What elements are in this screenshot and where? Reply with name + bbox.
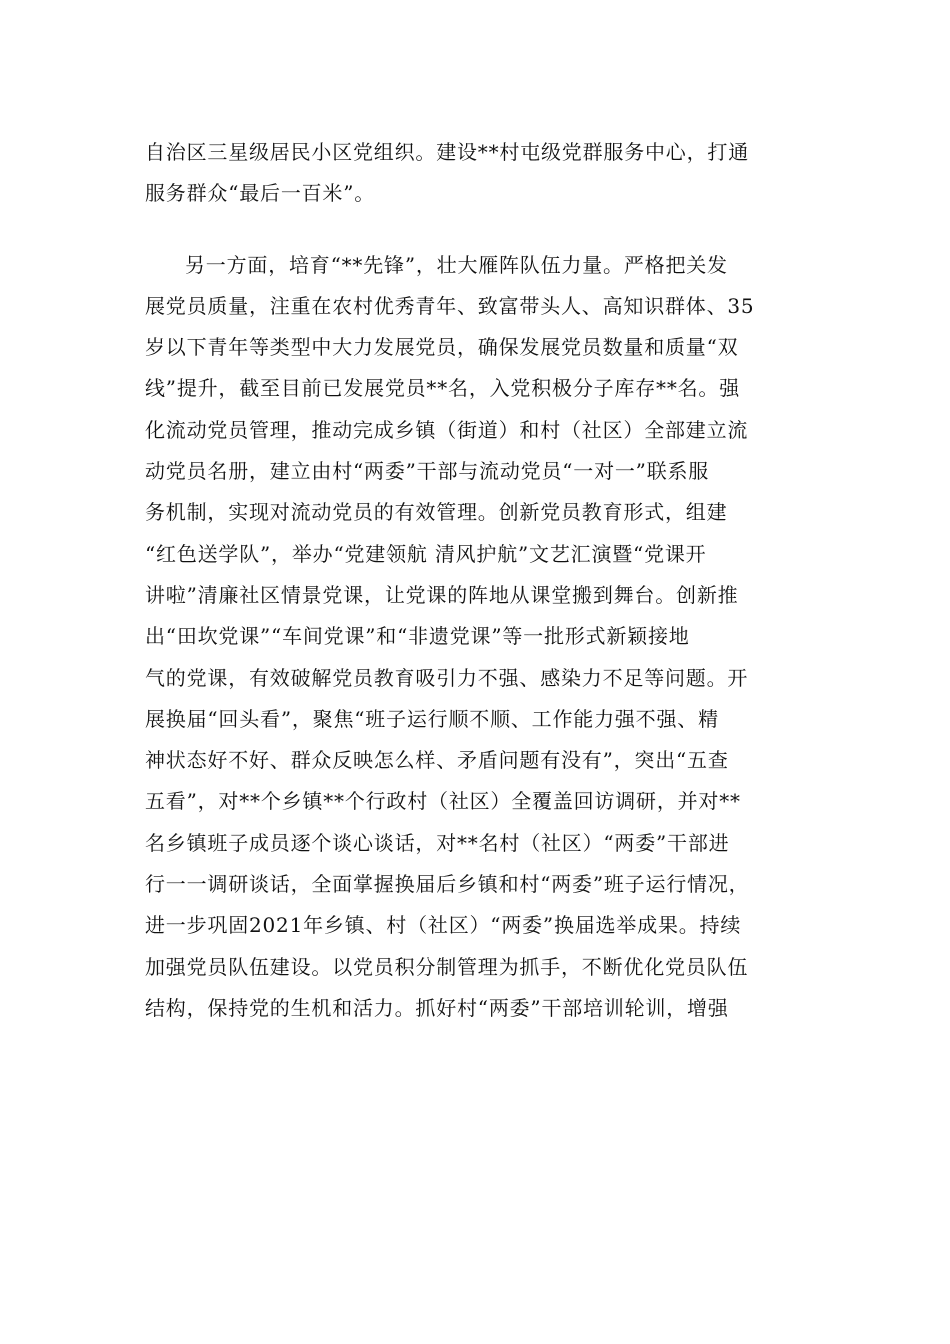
text-line: 名乡镇班子成员逐个谈心谈话，对**名村（社区）“两委”干部进 xyxy=(145,830,730,855)
document-page xyxy=(145,132,805,1029)
text-line: 讲啦”清廉社区情景党课，让党课的阵地从课堂搬到舞台。创新推 xyxy=(145,582,739,607)
text-line: 化流动党员管理，推动完成乡镇（街道）和村（社区）全部建立流 xyxy=(145,417,749,442)
text-line: 岁以下青年等类型中大力发展党员，确保发展党员数量和质量“双 xyxy=(145,335,739,360)
text-line: 神状态好不好、群众反映怎么样、矛盾问题有没有”，突出“五查 xyxy=(145,748,729,773)
text-line: 动党员名册，建立由村“两委”干部与流动党员“一对一”联系服 xyxy=(145,459,710,484)
text-line: 出“田坎党课”“车间党课”和“非遗党课”等一批形式新颖接地 xyxy=(145,624,690,649)
text-line: 加强党员队伍建设。以党员积分制管理为抓手，不断优化党员队伍 xyxy=(145,954,749,979)
text-line: 行一一调研谈话，全面掌握换届后乡镇和村“两委”班子运行情况， xyxy=(145,872,750,897)
text-line: 气的党课，有效破解党员教育吸引力不强、感染力不足等问题。开 xyxy=(145,665,749,690)
text-line: 另一方面，培育“**先锋”，壮大雁阵队伍力量。严格把关发 xyxy=(185,252,728,277)
text-line: 线”提升，截至目前已发展党员**名，入党积极分子库存**名。强 xyxy=(145,376,741,401)
text-line: 服务群众“最后一百米”。 xyxy=(145,181,376,206)
paragraph-gap xyxy=(145,215,805,245)
text-line: 结构，保持党的生机和活力。抓好村“两委”干部培训轮训，增强 xyxy=(145,995,729,1020)
text-line: 展党员质量，注重在农村优秀青年、致富带头人、高知识群体、35 xyxy=(145,293,755,318)
paragraph-1 xyxy=(145,132,805,215)
text-line: “红色送学队”，举办“党建领航 清风护航”文艺汇演暨“党课开 xyxy=(145,541,707,566)
text-line: 务机制，实现对流动党员的有效管理。创新党员教育形式，组建 xyxy=(145,500,728,525)
text-line: 展换届“回头看”，聚焦“班子运行顺不顺、工作能力强不强、精 xyxy=(145,706,719,731)
text-line: 自治区三星级居民小区党组织。建设**村屯级党群服务中心，打通 xyxy=(145,140,749,164)
text-line: 进一步巩固2021年乡镇、村（社区）“两委”换届选举成果。持续 xyxy=(145,913,742,938)
text-line: 五看”，对**个乡镇**个行政村（社区）全覆盖回访调研，并对** xyxy=(145,789,741,814)
paragraph-2 xyxy=(145,245,805,1030)
